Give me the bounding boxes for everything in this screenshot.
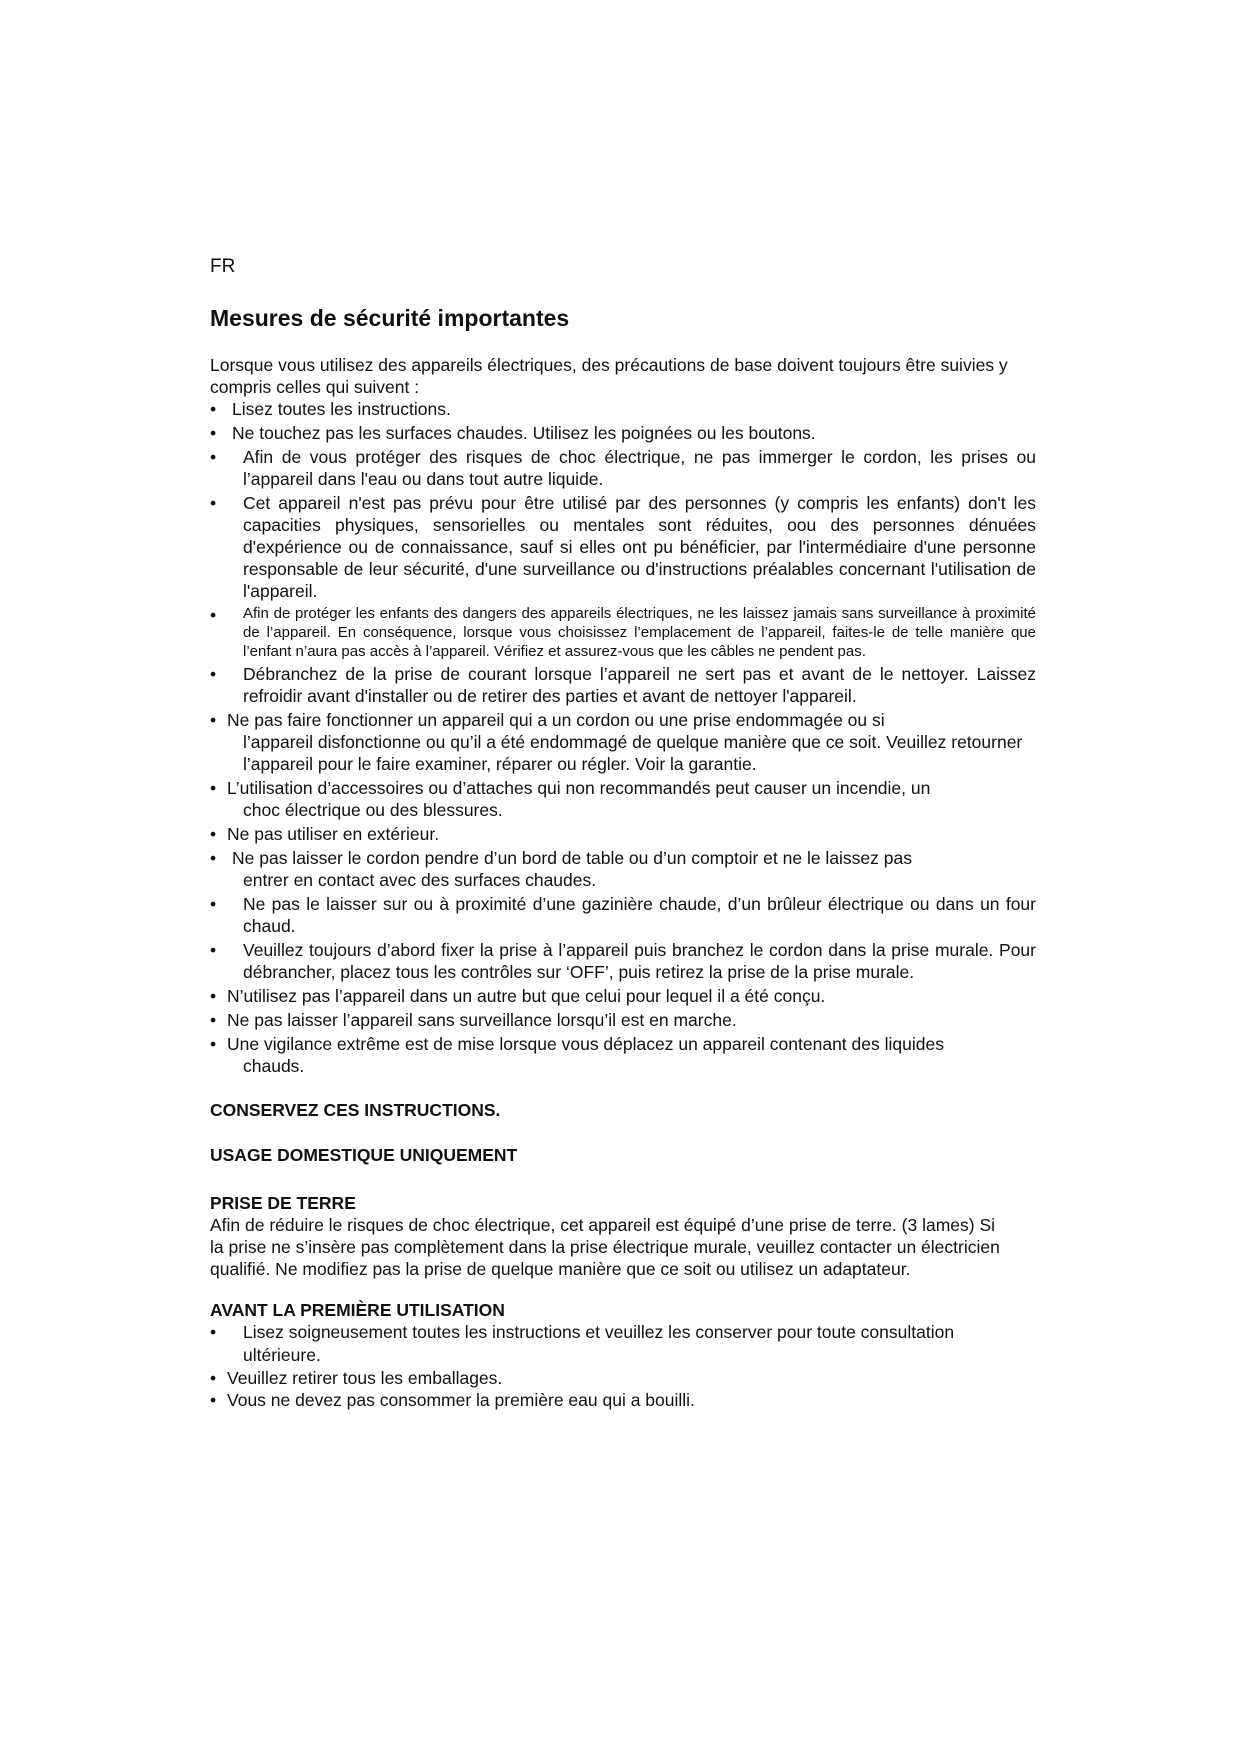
list-item: • Veuillez toujours d’abord fixer la prise à l’appareil puis branchez le cordon dans la prise murale. Pour débrancher, placez tous les contrôles sur ‘OFF’, puis retirez la prise de la prise murale.: [210, 940, 1036, 982]
list-item: • Ne pas le laisser sur ou à proximité d’une gazinière chaude, d’un brûleur électrique ou dans un four chaud.: [210, 894, 1036, 936]
document-page: [210, 256, 1036, 1411]
safety-list: [210, 398, 1036, 1077]
bullet-icon: •: [210, 1390, 217, 1410]
list-item: • Ne touchez pas les surfaces chaudes. Utilisez les poignées ou les boutons.: [210, 423, 816, 443]
list-item: • Veuillez retirer tous les emballages.: [210, 1368, 503, 1388]
bullet-icon: •: [210, 1010, 217, 1030]
bullet-icon: •: [210, 664, 217, 684]
list-item: • Lisez toutes les instructions.: [210, 399, 451, 419]
bullet-icon: •: [210, 1368, 217, 1388]
list-item: • N’utilisez pas l’appareil dans un autre but que celui pour lequel il a été conçu.: [210, 986, 826, 1006]
list-item: • Afin de protéger les enfants des dangers des appareils électriques, ne les laissez jamais sans surveillance à proximité de l’appareil. En conséquence, lorsque vous choisissez l’emplacement de l’appareil, faites-le de telle manière que l’enfant n’aura pas accès à l’appareil. Vérifiez et assurez-vous que les câbles ne pendent pas.: [210, 605, 1036, 660]
bullet-icon: •: [210, 710, 217, 730]
bullet-icon: •: [210, 423, 217, 443]
prise-heading: PRISE DE TERRE: [210, 1193, 356, 1213]
list-item: • Vous ne devez pas consommer la première eau qui a bouilli.: [210, 1390, 695, 1410]
list-item: • Ne pas laisser le cordon pendre d’un bord de table ou d’un comptoir et ne le laissez pas entrer en contact avec des surfaces chaudes.: [210, 848, 912, 890]
bullet-icon: •: [210, 986, 217, 1006]
bullet-icon: •: [210, 824, 217, 844]
list-item: • Ne pas utiliser en extérieur.: [210, 824, 440, 844]
page-title: Mesures de sécurité importantes: [210, 305, 570, 331]
bullet-icon: •: [210, 1034, 217, 1054]
list-item: • Afin de vous protéger des risques de choc électrique, ne pas immerger le cordon, les prises ou l’appareil dans l'eau ou dans tout autre liquide.: [210, 447, 1036, 489]
avant-list: [210, 1321, 1036, 1411]
prise-paragraph: Afin de réduire le risques de choc électrique, cet appareil est équipé d’une prise de terre. (3 lames) Si la prise ne s’insère pas complètement dans la prise électrique murale, veuillez contacter un électricien qualifié. Ne modifiez pas la prise de quelque manière que ce soit ou utilisez un adaptateur.: [210, 1215, 1000, 1279]
usage-heading: USAGE DOMESTIQUE UNIQUEMENT: [210, 1145, 518, 1165]
intro-paragraph: Lorsque vous utilisez des appareils électriques, des précautions de base doivent toujours être suivies y compris celles qui suivent :: [210, 355, 1008, 397]
bullet-icon: •: [210, 848, 217, 868]
bullet-icon: •: [210, 894, 217, 914]
list-item: • Cet appareil n'est pas prévu pour être utilisé par des personnes (y compris les enfants) don't les capacities physiques, sensorielles ou mentales sont réduites, oou des personnes dénuées d'expérience ou de connaissance, sauf si elles ont pu bénéficier, par l'intermédiaire d'une personne responsable de leur sécurité, d'une surveillance ou d'instructions préalables concernant l'utilisation de l'appareil.: [210, 493, 1036, 601]
bullet-icon: •: [210, 605, 217, 625]
conserve-heading: CONSERVEZ CES INSTRUCTIONS.: [210, 1100, 501, 1120]
bullet-icon: •: [210, 399, 217, 419]
bullet-icon: •: [210, 940, 217, 960]
bullet-icon: •: [210, 493, 217, 513]
bullet-icon: •: [210, 447, 217, 467]
bullet-icon: •: [210, 778, 217, 798]
avant-heading: AVANT LA PREMIÈRE UTILISATION: [210, 1300, 505, 1320]
bullet-icon: •: [210, 1322, 217, 1342]
list-item: • Une vigilance extrême est de mise lorsque vous déplacez un appareil contenant des liquides chauds.: [210, 1034, 944, 1076]
list-item: • Lisez soigneusement toutes les instructions et veuillez les conserver pour toute consultation ultérieure.: [210, 1322, 955, 1365]
language-label: FR: [210, 256, 236, 277]
list-item: • L’utilisation d’accessoires ou d’attaches qui non recommandés peut causer un incendie, un choc électrique ou des blessures.: [210, 778, 931, 820]
list-item: • Ne pas faire fonctionner un appareil qui a un cordon ou une prise endommagée ou si l’appareil disfonctionne ou qu’il a été endommagé de quelque manière que ce soit. Veuillez retourner l’appareil pour le faire examiner, réparer ou régler. Voir la garantie.: [210, 710, 1023, 774]
list-item: • Débranchez de la prise de courant lorsque l’appareil ne sert pas et avant de le nettoyer. Laissez refroidir avant d'installer ou de retirer des parties et avant de nettoyer l'appareil.: [210, 664, 1036, 706]
list-item: • Ne pas laisser l’appareil sans surveillance lorsqu’il est en marche.: [210, 1010, 737, 1030]
